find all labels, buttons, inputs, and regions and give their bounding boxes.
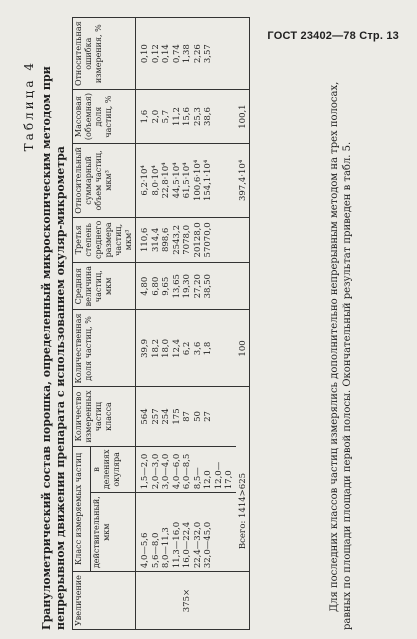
cell-value: 22,4—32,0: [192, 521, 203, 569]
cell-value: 12,0—17,0: [213, 461, 234, 490]
col-count: Количество измеренных частиц класса: [73, 387, 136, 446]
class-mkm-cell: [136, 493, 236, 572]
cell-value: 1,5—2,0: [140, 453, 150, 490]
cell-value: 254: [161, 408, 171, 425]
cell-value: 8,0·10⁴: [150, 165, 161, 196]
cell-value: 1,38: [182, 44, 192, 64]
col-mean-size: Средняя величина частиц, мкм: [73, 263, 136, 310]
cell-value: 4,80: [140, 276, 150, 296]
cell-value: 3,0—4,0: [161, 453, 171, 490]
cell-value: 100,6·10⁴: [192, 159, 203, 202]
mean-size-cell: [136, 263, 236, 310]
total-label: Всего: 1414>625: [236, 387, 250, 572]
cell-value: 12,4: [171, 338, 182, 358]
cell-value: 11,2: [171, 107, 182, 127]
cell-value: 5,7: [161, 109, 171, 124]
cell-value: 2,0—3,0: [150, 453, 161, 490]
magnification-cell: 375×: [136, 572, 236, 630]
cell-value: 257: [150, 408, 161, 425]
col-count-frac: Количественная доля частиц, %: [73, 310, 136, 387]
mass-frac-cell: [136, 90, 236, 144]
cell-value: 4,0—6,0: [171, 453, 182, 490]
cell-value: 564: [140, 408, 150, 425]
rel-error-cell: [136, 18, 236, 90]
col-rel-error: Относительная ошибка измерения, %: [73, 18, 136, 90]
cell-value: 22,8·10⁴: [161, 162, 171, 199]
cell-value: 0,74: [171, 44, 182, 64]
cell-value: 25,3: [192, 107, 203, 127]
cell-value: 13,65: [171, 274, 182, 299]
cell-value: 20128,0: [192, 222, 203, 258]
cell-value: 110,6: [140, 227, 150, 253]
col-mass-frac: Массовая (объемная) доля частиц, %: [73, 90, 136, 144]
cell-value: 27: [203, 411, 213, 422]
col-magnification: Увеличение: [73, 572, 136, 630]
table-caption: Гранулометрический состав порошка, определенный микроскопическим методом при непрерывном движении препарата с использованием окуляр-микрометра: [40, 66, 67, 630]
col-cube: Третья степень среднего размера частиц, мкм³: [73, 217, 136, 262]
col-class-div: в делениях окуляра: [90, 446, 135, 493]
cell-value: 15,6: [182, 107, 192, 127]
cell-value: 898,6: [161, 227, 171, 253]
total-volume: 397,4·10⁴: [236, 144, 250, 218]
cube-cell: [136, 217, 236, 262]
cell-value: 38,50: [203, 274, 213, 299]
cell-value: 6,2·10⁴: [140, 165, 150, 196]
cell-value: 57070,0: [203, 222, 213, 258]
cell-value: 19,30: [182, 274, 192, 299]
cell-value: 44,5·10⁴: [171, 162, 182, 199]
granulometry-table: [72, 17, 250, 630]
footnote: [328, 50, 354, 630]
cell-value: 1,8: [203, 341, 213, 356]
cell-value: 2,0: [150, 109, 161, 124]
cell-value: 3,6: [192, 341, 203, 356]
cell-value: 61,5·10⁴: [182, 162, 192, 199]
total-mass: 100,1: [236, 90, 250, 144]
cell-value: 18,2: [150, 338, 161, 358]
table-label: Таблица 4: [22, 60, 36, 152]
page-header: ГОСТ 23402—78 Стр. 13: [267, 30, 399, 42]
cell-value: 5,6—8,0: [150, 532, 161, 569]
cell-value: 8,0—11,3: [161, 527, 171, 569]
cell-value: 175: [171, 408, 182, 425]
cell-value: 32,0—45,0: [203, 521, 213, 569]
cell-value: 3,57: [203, 44, 213, 64]
cell-value: 0,12: [150, 44, 161, 64]
cell-value: 6,80: [150, 276, 161, 296]
cell-value: 4,0—5,6: [140, 532, 150, 569]
table-row: [136, 18, 236, 630]
cell-value: 314,4: [150, 227, 161, 253]
cell-value: 50: [192, 411, 203, 422]
col-class-group: Класс измеряемых частиц: [73, 446, 91, 572]
cell-value: 39,9: [140, 338, 150, 358]
cell-value: 6,2: [182, 341, 192, 356]
footnote-paragraph: Для последних классов частиц измерялись дополнительно непрерывным методом на трех полосах, равных по площади площади первой полосы. Окончательный результат приведен в табл. 5.: [329, 81, 353, 630]
cell-value: 18,0: [161, 338, 171, 358]
col-class-mkm: действительный, мкм: [90, 493, 135, 572]
cell-value: 8,5—12,0: [192, 467, 213, 490]
volume-cell: [136, 144, 236, 218]
total-count-frac: 100: [236, 310, 250, 387]
cell-value: 11,3—16,0: [171, 521, 182, 569]
cell-value: 16,0—22,4: [182, 521, 192, 569]
cell-value: 9,65: [161, 276, 171, 296]
cell-value: 0,10: [140, 44, 150, 64]
cell-value: 87: [182, 411, 192, 422]
count-cell: [136, 387, 236, 446]
cell-value: 2543,2: [171, 224, 182, 255]
col-volume: Относительный суммарный объем частиц, мкм³: [73, 144, 136, 218]
count-frac-cell: [136, 310, 236, 387]
cell-value: 38,6: [203, 107, 213, 127]
cell-value: 7078,0: [182, 224, 192, 255]
cell-value: 6,0—8,5: [182, 453, 192, 490]
cell-value: 1,6: [140, 109, 150, 124]
cell-value: 27,20: [192, 274, 203, 299]
cell-value: 0,14: [161, 44, 171, 64]
cell-value: 2,26: [192, 44, 203, 64]
class-div-cell: [136, 446, 236, 493]
total-row: [236, 18, 250, 630]
cell-value: 154,1·10⁴: [203, 159, 213, 202]
